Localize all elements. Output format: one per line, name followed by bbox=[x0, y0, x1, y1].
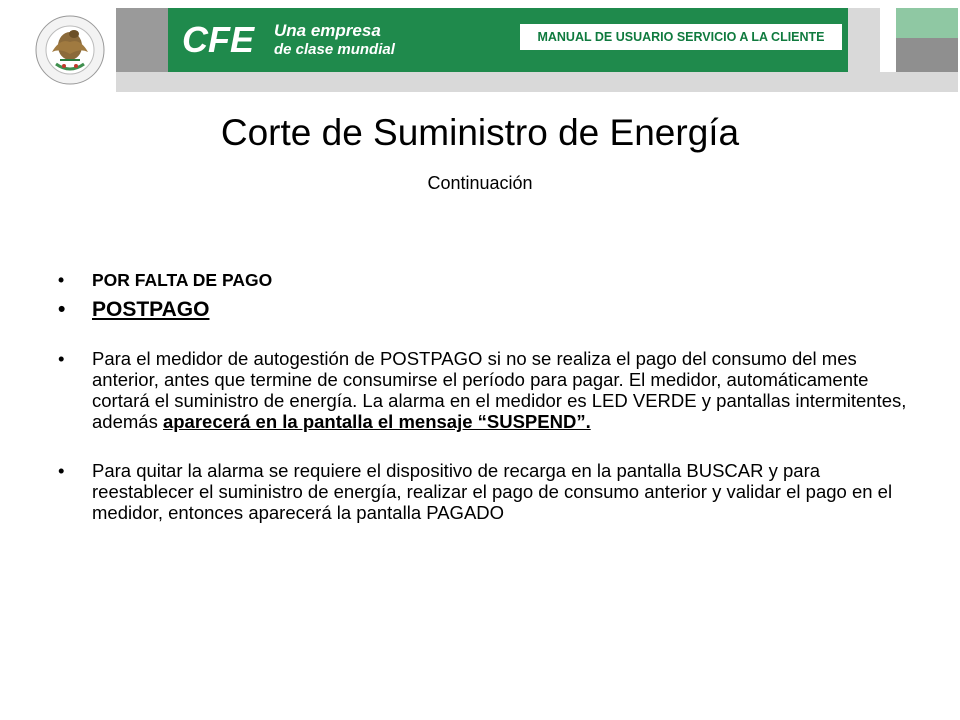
bullet-text: POSTPAGO bbox=[92, 298, 210, 321]
header-under-strip bbox=[116, 72, 958, 92]
bullet-item bbox=[58, 270, 908, 291]
cfe-tagline-1: Una empresa bbox=[274, 21, 381, 40]
bullet-text: Para quitar la alarma se requiere el dispositivo de recarga en la pantalla BUSCAR y para reestablecer el suministro de energía, realizar el pago de consumo anterior y validar el pago en el medidor, entonces aparecerá la pantalla PAGADO bbox=[92, 460, 893, 523]
bullet-text: POR FALTA DE PAGO bbox=[92, 270, 273, 290]
bullet-glyph: • bbox=[58, 270, 65, 290]
cfe-tagline-2: de clase mundial bbox=[274, 41, 395, 58]
bullet-item bbox=[58, 348, 908, 432]
seal-container bbox=[24, 8, 117, 92]
header-white-gap bbox=[880, 8, 896, 72]
header-gray-strip bbox=[116, 8, 168, 72]
bullet-text: Para el medidor de autogestión de POSTPAGO si no se realiza el pago del consumo del mes anterior, antes que termine de consumirse el período para pagar. El medidor, automáticamente cortará el suministro de energía. La alarma en el medidor es LED VERDE y pantallas intermitentes, además bbox=[92, 348, 907, 432]
bullet-glyph: • bbox=[58, 460, 65, 481]
bullet-item bbox=[58, 460, 908, 523]
bullet-emphasis: aparecerá en la pantalla el mensaje “SUSPEND”. bbox=[162, 411, 591, 432]
slide-content bbox=[58, 270, 908, 523]
mexican-eagle-seal bbox=[30, 12, 110, 88]
bullet-item bbox=[58, 299, 908, 320]
bullet-glyph: • bbox=[58, 298, 66, 321]
manual-label: MANUAL DE USUARIO SERVICIO A LA CLIENTE bbox=[520, 24, 842, 50]
cfe-logo bbox=[182, 14, 412, 64]
header-light-green-block bbox=[896, 8, 958, 38]
bullet-glyph: • bbox=[58, 348, 65, 369]
cfe-logo-text: CFE bbox=[182, 19, 254, 60]
slide-title: Corte de Suministro de Energía bbox=[220, 112, 740, 153]
slide-subtitle: Continuación bbox=[427, 173, 533, 193]
header-dark-gray-block bbox=[896, 38, 958, 72]
